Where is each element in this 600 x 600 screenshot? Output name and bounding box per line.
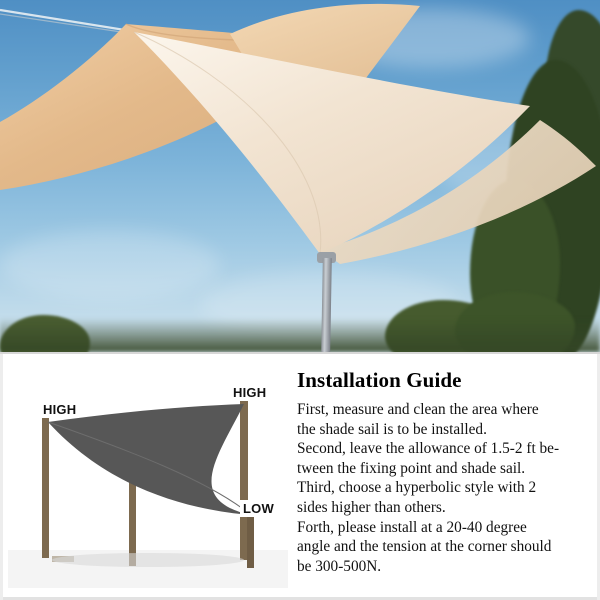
panel-left-rule	[0, 354, 3, 600]
guide-line-9: be 300-500N.	[297, 557, 382, 575]
shade-sail-beige-right	[300, 100, 600, 280]
guide-line-2: the shade sail is to be installed.	[297, 420, 487, 438]
guide-line-4: tween the fixing point and shade sail.	[297, 459, 526, 477]
diagram-label-high-right: HIGH	[230, 384, 269, 401]
guide-line-7: Forth, please install at a 20-40 degree	[297, 518, 527, 536]
bush-row	[0, 318, 600, 352]
diagram-label-high-left: HIGH	[40, 401, 79, 418]
guide-line-5: Third, choose a hyperbolic style with 2	[297, 479, 537, 497]
sail-support-pole	[321, 258, 332, 352]
diagram-label-low: LOW	[240, 500, 277, 517]
installation-guide	[297, 368, 593, 576]
guide-line-8: angle and the tension at the corner should	[297, 538, 552, 556]
installation-panel	[0, 354, 600, 600]
installation-diagram	[8, 360, 288, 588]
guide-line-1: First, measure and clean the area where	[297, 401, 539, 418]
guide-line-3: Second, leave the allowance of 1.5-2 ft be-	[297, 440, 560, 458]
installation-guide-title: Installation Guide	[297, 368, 462, 392]
guide-line-6: sides higher than others.	[297, 498, 446, 516]
